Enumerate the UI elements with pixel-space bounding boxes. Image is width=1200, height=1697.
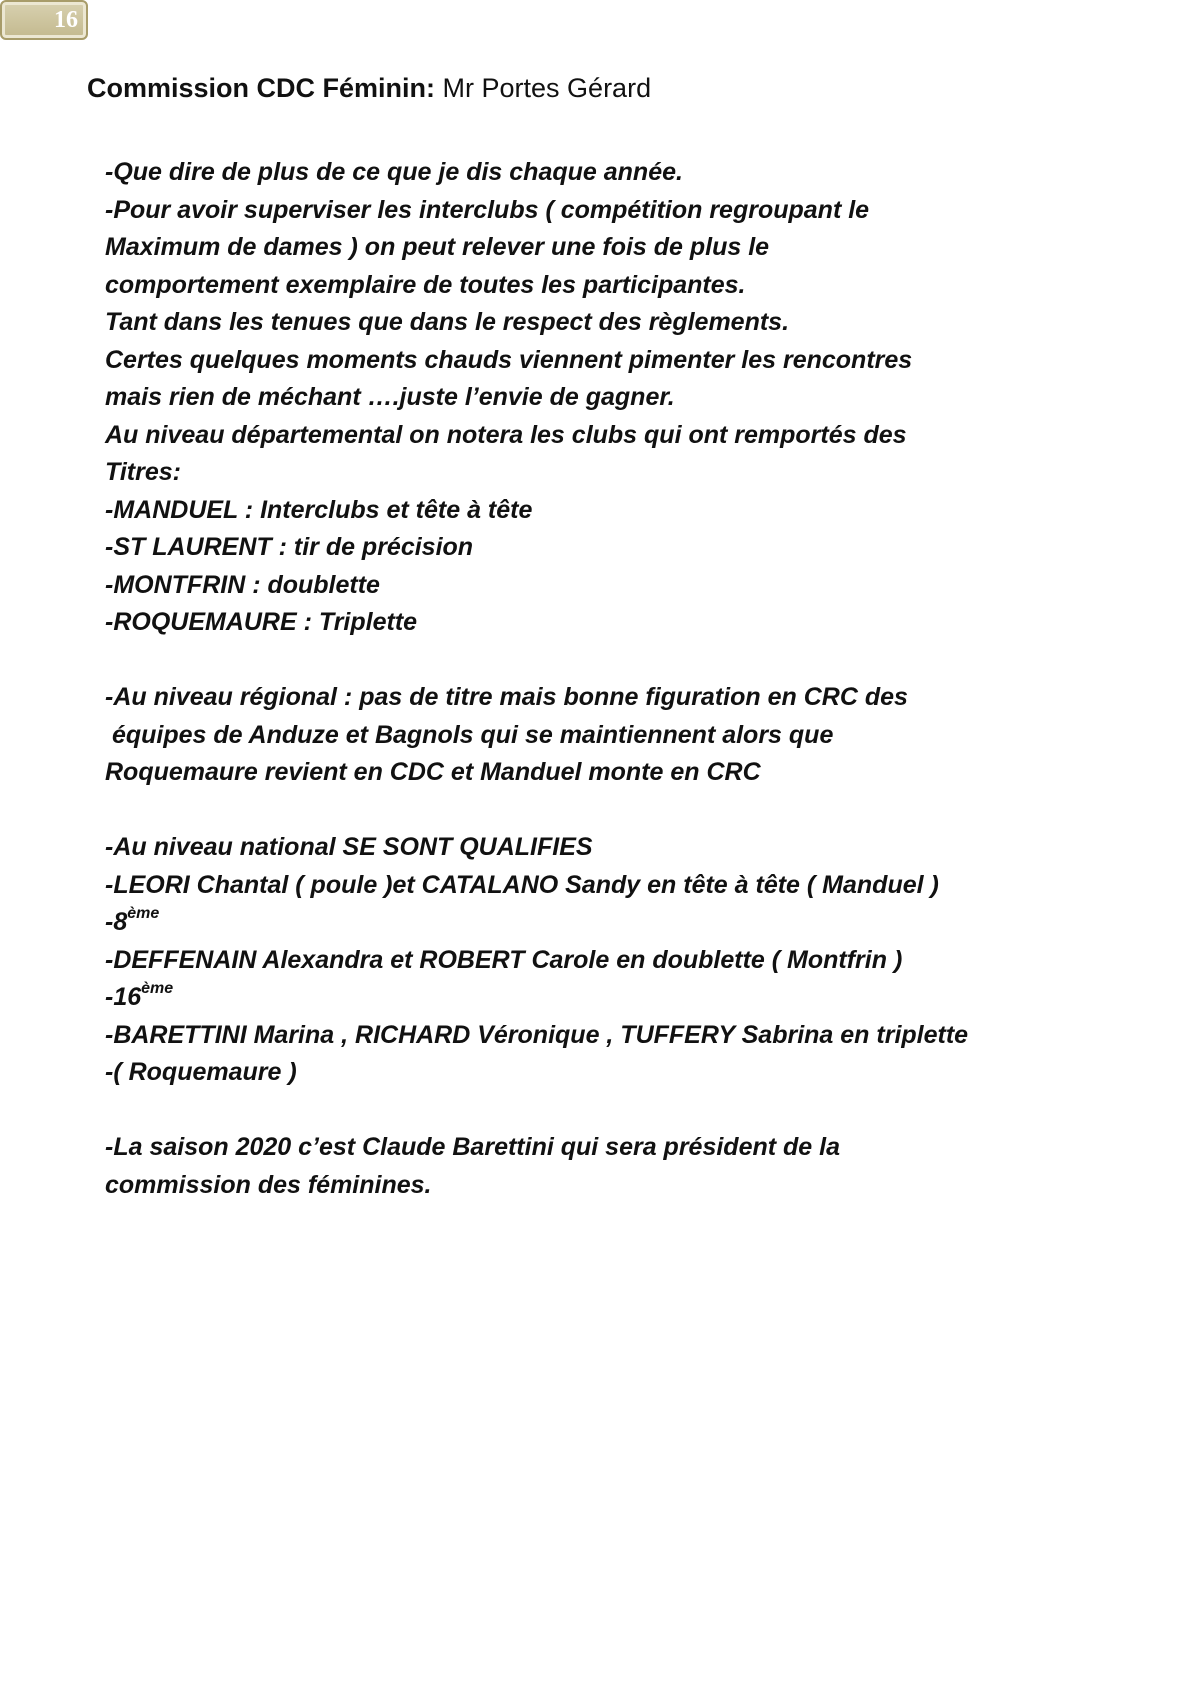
text-line: Maximum de dames ) on peut relever une fois de plus le [105,233,770,261]
text-line: Au niveau départemental on notera les clubs qui ont remportés des [105,420,907,449]
text-line: -( Roquemaure ) [105,1058,297,1086]
rank-line-8th [105,904,1165,942]
text-line: mais rien de méchant ….juste l’envie de gagner. [105,383,675,411]
departmental-title-roquemaure: -ROQUEMAURE : Triplette [105,608,418,636]
page-number-badge: 16 [0,0,88,40]
qualified-tete-a-tete: -LEORI Chantal ( poule )et CATALANO Sandy en tête à tête ( Manduel ) [105,870,939,899]
qualified-doublette: -DEFFENAIN Alexandra et ROBERT Carole en doublette ( Montfrin ) [105,945,903,974]
departmental-title-montfrin: -MONTFRIN : doublette [105,570,380,599]
qualified-triplette: -BARETTINI Marina , RICHARD Véronique , TUFFERY Sabrina en triplette [105,1020,969,1049]
text-line: Certes quelques moments chauds viennent pimenter les rencontres [105,345,913,374]
text-line: Roquemaure revient en CDC et Manduel monte en CRC [105,758,761,786]
report-body [105,154,1165,1204]
rank-suffix: ème [127,905,160,922]
rank-line-16th [105,979,1165,1017]
text-line: -Au niveau régional : pas de titre mais bonne figuration en CRC des [105,683,908,711]
paragraph-spacer [105,642,1165,680]
text-line: équipes de Anduze et Bagnols qui se maintiennent alors que [105,720,834,749]
commission-head-name: Mr Portes Gérard [435,73,652,103]
rank-number: -8 [105,908,128,936]
paragraph-spacer [105,1092,1165,1130]
text-line: commission des féminines. [105,1170,432,1199]
text-line: -Au niveau national SE SONT QUALIFIES [105,833,593,861]
text-line: -La saison 2020 c’est Claude Barettini qui sera président de la [105,1133,840,1161]
text-line: Tant dans les tenues que dans le respect des règlements. [105,308,790,336]
text-line: -Que dire de plus de ce que je dis chaque année. [105,158,683,186]
commission-label: Commission CDC Féminin: [87,73,436,103]
departmental-title-manduel: -MANDUEL : Interclubs et tête à tête [105,495,533,524]
rank-suffix: ème [141,980,174,997]
rank-number: -16 [105,983,142,1011]
text-line: -Pour avoir superviser les interclubs ( compétition regroupant le [105,195,870,224]
page-title [87,70,651,106]
text-line: comportement exemplaire de toutes les participantes. [105,270,746,299]
departmental-title-st-laurent: -ST LAURENT : tir de précision [105,533,474,561]
text-line: Titres: [105,458,181,486]
paragraph-spacer [105,792,1165,830]
